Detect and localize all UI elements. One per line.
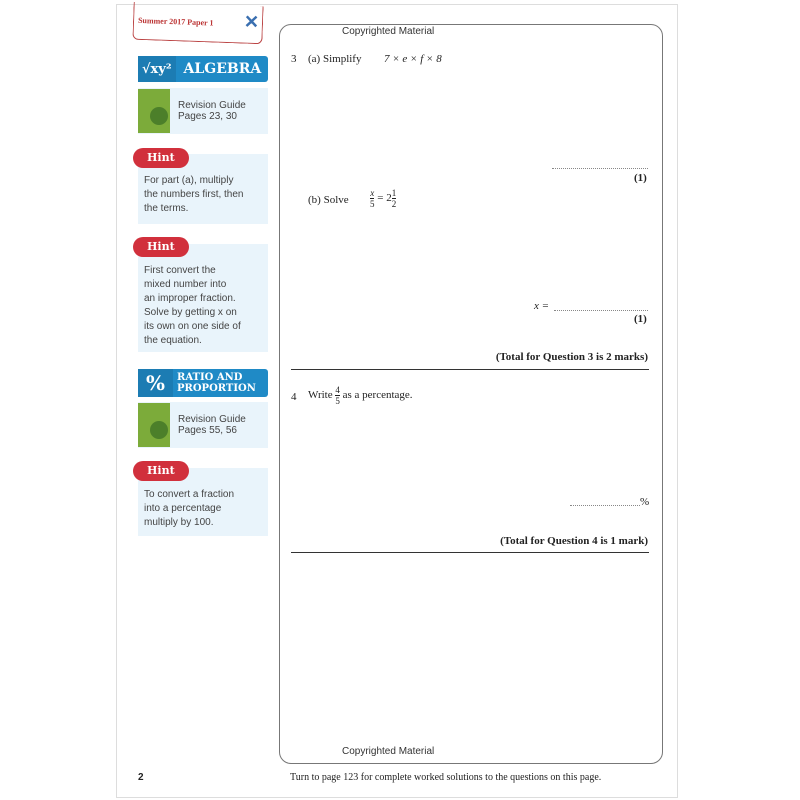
- q4-total: (Total for Question 4 is 1 mark): [500, 535, 648, 547]
- topic-title: RATIO AND: [177, 372, 243, 383]
- paper-label: Summer 2017 Paper 1: [137, 15, 214, 28]
- question-number: 4: [291, 391, 297, 403]
- book-icon: [138, 89, 170, 133]
- q3a-expression: 7 × e × f × 8: [384, 53, 442, 65]
- answer-line[interactable]: [554, 310, 648, 311]
- page-number: 2: [138, 772, 144, 783]
- hint-badge: Hint: [133, 148, 189, 168]
- topic-algebra: [138, 56, 268, 82]
- hint-line: the numbers first, then: [144, 189, 244, 200]
- q3a-label: (a) Simplify: [308, 53, 362, 65]
- guide-pages: Pages 55, 56: [178, 425, 237, 436]
- cross-icon: ✕: [243, 11, 260, 33]
- q3-total: (Total for Question 3 is 2 marks): [495, 351, 648, 363]
- algebra-icon: √xy²: [138, 56, 176, 82]
- answer-line[interactable]: [570, 505, 640, 506]
- divider: [291, 369, 649, 370]
- hint-line: an improper fraction.: [144, 293, 236, 304]
- denominator: 5: [335, 396, 340, 406]
- x-label: x =: [534, 300, 550, 312]
- q3b-equation: [370, 188, 396, 209]
- q4-rest: as a percentage.: [342, 389, 413, 402]
- watermark-top: Copyrighted Material: [342, 26, 435, 37]
- equals: = 2: [377, 192, 392, 205]
- hint-line: mixed number into: [144, 279, 227, 290]
- watermark-bottom: Copyrighted Material: [342, 746, 435, 757]
- hint-line: For part (a), multiply: [144, 175, 234, 186]
- marks: (1): [634, 313, 647, 325]
- denominator: 2: [391, 199, 397, 209]
- hint-line: multiply by 100.: [144, 517, 214, 528]
- answer-line[interactable]: [552, 168, 648, 169]
- footer-text: Turn to page 123 for complete worked solutions to the questions on this page.: [290, 772, 602, 783]
- q4-write: Write: [308, 389, 333, 402]
- hint-line: To convert a fraction: [144, 489, 235, 500]
- guide-label: Revision Guide: [178, 100, 246, 111]
- numerator: 1: [391, 188, 397, 198]
- q3b-label: (b) Solve: [308, 194, 349, 206]
- percent-sign: %: [640, 496, 650, 508]
- divider: [291, 552, 649, 553]
- numerator: 4: [335, 385, 340, 395]
- q4-text: [308, 385, 413, 406]
- paper-tag: [132, 2, 263, 45]
- hint-line: First convert the: [144, 265, 216, 276]
- hint-box-2: [138, 244, 268, 352]
- topic-ratio: [138, 369, 268, 397]
- revision-guide-ratio: [138, 402, 268, 448]
- numerator: x: [370, 188, 375, 198]
- hint-line: the terms.: [144, 203, 189, 214]
- hint-line: Solve by getting x on: [144, 307, 237, 318]
- percent-icon: %: [138, 369, 173, 397]
- question-number: 3: [291, 53, 297, 65]
- hint-badge: Hint: [133, 237, 189, 257]
- marks: (1): [634, 172, 647, 184]
- denominator: 5: [370, 199, 375, 209]
- revision-guide-algebra: [138, 88, 268, 134]
- topic-title: ALGEBRA: [183, 61, 262, 77]
- hint-badge: Hint: [133, 461, 189, 481]
- hint-line: into a percentage: [144, 503, 222, 514]
- topic-title: PROPORTION: [177, 383, 256, 394]
- hint-line: its own on one side of: [144, 321, 241, 332]
- book-icon: [138, 403, 170, 447]
- guide-label: Revision Guide: [178, 414, 246, 425]
- guide-pages: Pages 23, 30: [178, 111, 237, 122]
- hint-line: the equation.: [144, 335, 202, 346]
